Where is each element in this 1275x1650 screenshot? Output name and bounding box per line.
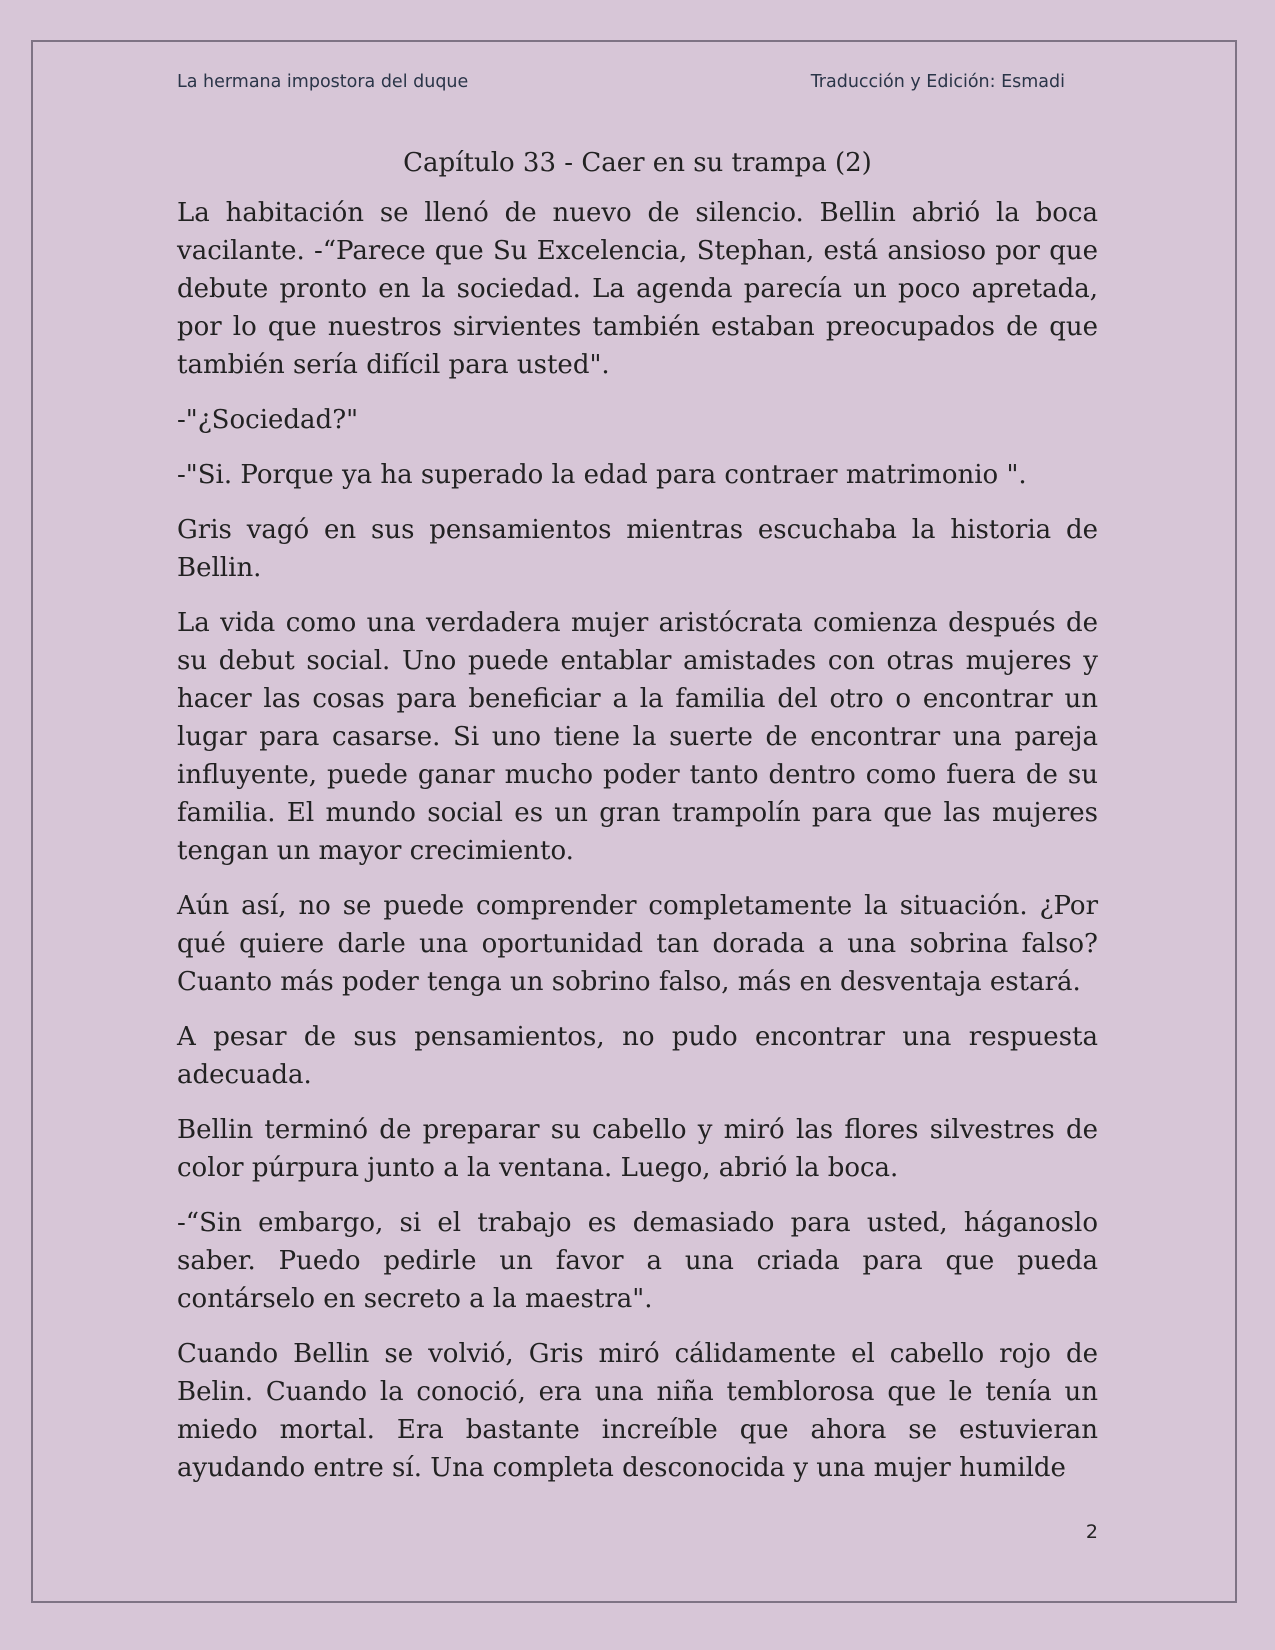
page-header — [177, 72, 1065, 100]
paragraph: Gris vagó en sus pensamientos mientras escuchaba la historia de Bellin. — [177, 515, 1098, 583]
paragraph: -"¿Sociedad?" — [177, 405, 359, 435]
page-content — [177, 144, 1098, 1504]
paragraph: La habitación se llenó de nuevo de silencio. Bellin abrió la boca vacilante. -“Parece que Su Excelencia, Stephan, está ansioso por que debute pronto en la sociedad. La agenda parecía un poco apretada, por lo que nuestros sirvientes también estaban preocupados de que también sería difícil para usted". — [177, 198, 1098, 380]
paragraph: A pesar de sus pensamientos, no pudo encontrar una respuesta adecuada. — [177, 1022, 1098, 1090]
header-book-title: La hermana impostora del duque — [177, 72, 469, 92]
paragraph: La vida como una verdadera mujer aristócrata comienza después de su debut social. Uno puede entablar amistades con otras mujeres y hacer las cosas para beneficiar a la familia del otro o encontrar un lugar para casarse. Si uno tiene la suerte de encontrar una pareja influyente, puede ganar mucho poder tanto dentro como fuera de su familia. El mundo social es un gran trampolín para que las mujeres tengan un mayor crecimiento. — [177, 608, 1098, 866]
paragraph: -“Sin embargo, si el trabajo es demasiado para usted, háganoslo saber. Puedo pedirle un favor a una criada para que pueda contárselo en secreto a la maestra". — [177, 1208, 1098, 1314]
header-credits: Traducción y Edición: Esmadi — [810, 72, 1065, 92]
paragraph: Cuando Bellin se volvió, Gris miró cálidamente el cabello rojo de Belin. Cuando la conoció, era una niña temblorosa que le tenía un miedo mortal. Era bastante increíble que ahora se estuvieran ayudando entre sí. Una completa desconocida y una mujer humilde — [177, 1339, 1098, 1483]
page-number: 2 — [1085, 1521, 1098, 1543]
chapter-title: Capítulo 33 - Caer en su trampa (2) — [403, 148, 872, 178]
paragraph: Bellin terminó de preparar su cabello y miró las flores silvestres de color púrpura junto a la ventana. Luego, abrió la boca. — [177, 1115, 1098, 1183]
paragraph: Aún así, no se puede comprender completamente la situación. ¿Por qué quiere darle una oportunidad tan dorada a una sobrina falso? Cuanto más poder tenga un sobrino falso, más en desventaja estará. — [177, 891, 1098, 997]
paragraph: -"Si. Porque ya ha superado la edad para contraer matrimonio ". — [177, 460, 1027, 490]
